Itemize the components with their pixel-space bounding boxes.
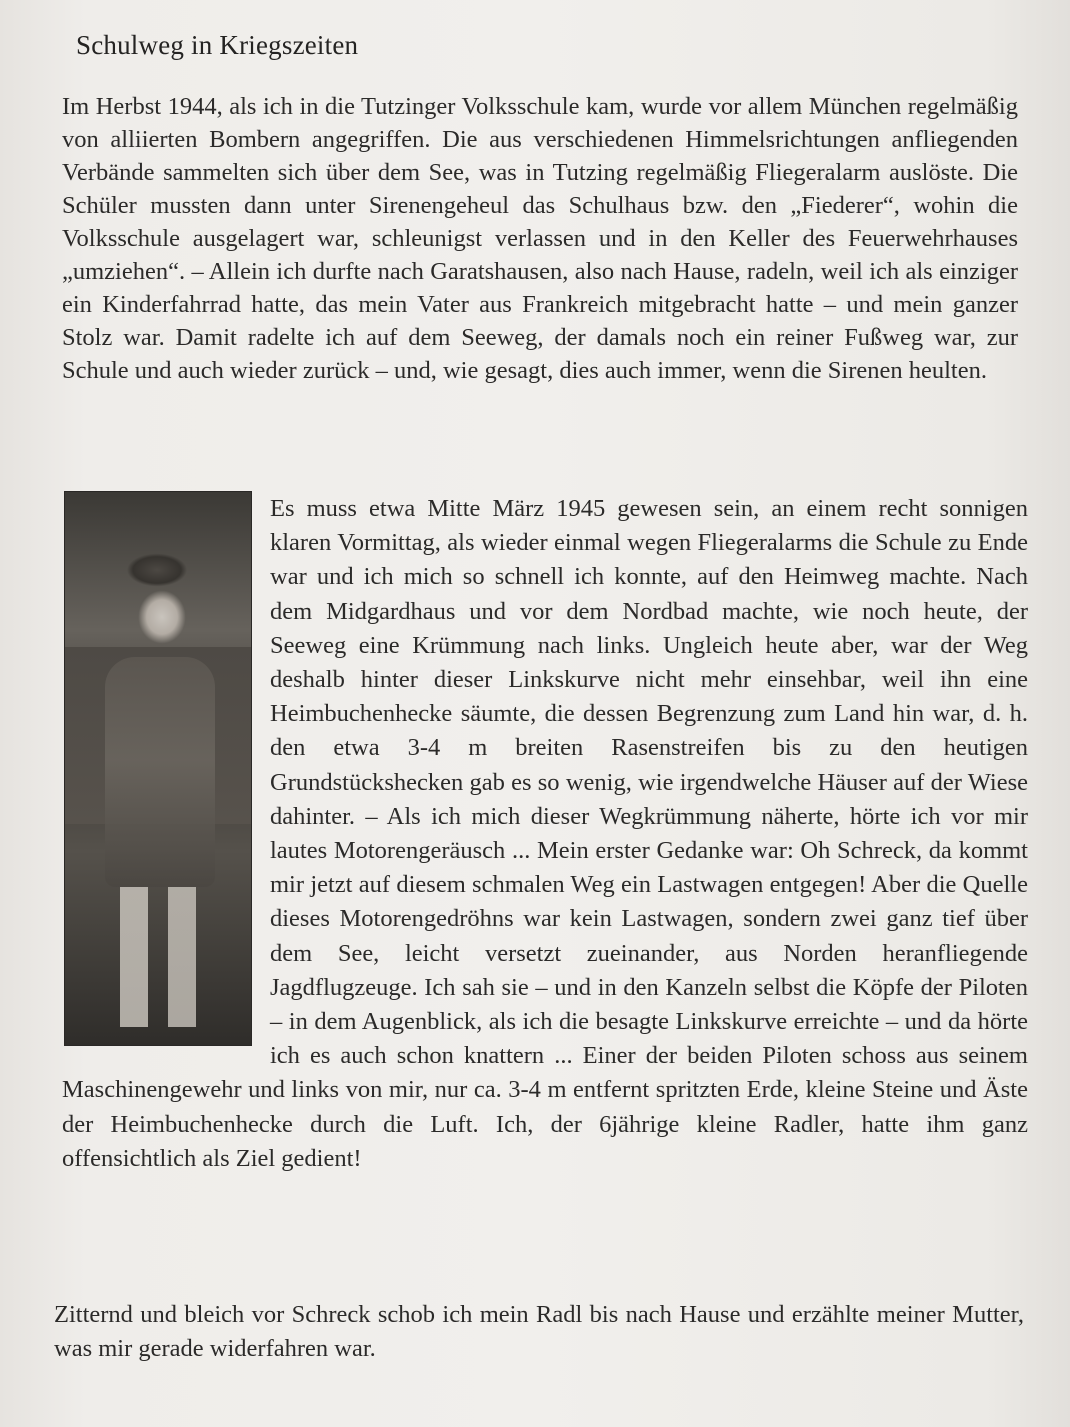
paragraph-ending: Zitternd und bleich vor Schreck schob ich mein Radl bis nach Hause und erzählte meiner Mutter, was mir gerade widerfahren war. xyxy=(54,1301,1024,1362)
paragraph-intro: Im Herbst 1944, als ich in die Tutzinger Volksschule kam, wurde vor allem München regelmäßig von alliierten Bombern angegriffen. Die aus verschiedenen Himmelsrichtungen anfliegenden Verbände sammelten sich über dem See, was in Tutzing regelmäßig Fliegeralarm auslöste. Die Schüler mussten dann unter Sirenengeheul das Schulhaus bzw. den „Fiederer“, wohin die Volksschule ausgelagert war, schleunigst verlassen und in den Keller des Feuerwehrhauses „umziehen“. – Allein ich durfte nach Garatshausen, also nach Hause, radeln, weil ich als einziger ein Kinderfahrrad hatte, das mein Vater aus Frankreich mitgebracht hatte – und mein ganzer Stolz war. Damit radelte ich auf dem Seeweg, der damals noch ein reiner Fußweg war, zur Schule und auch wieder zurück – und, wie gesagt, dies auch immer, wenn die Sirenen heulten. xyxy=(62,93,1018,384)
photo-float-spacer xyxy=(62,492,270,1040)
paragraph-story: Es muss etwa Mitte März 1945 gewesen sein, an einem recht sonnigen klaren Vormittag, als wieder einmal wegen Fliegeralarms die Schule zu Ende war und ich mich so schnell ich konnte, auf den Heimweg machte. Nach dem Midgardhaus und vor dem Nordbad machte, wie noch heute, der Seeweg eine Krümmung nach links. Ungleich heute aber, war der Weg deshalb hinter dieser Linkskurve nicht mehr einsehbar, weil ihn eine Heimbuchenhecke säumte, die dessen Begrenzung zum Land hin war, d. h. den etwa 3-4 m breiten Rasenstreifen bis zu den heutigen Grundstückshecken gab es so wenig, wie irgendwelche Häuser auf der Wiese dahinter. – Als ich mich dieser Wegkrümmung näherte, hörte ich vor mir lautes Motorengeräusch ... Mein erster Gedanke war: Oh Schreck, da kommt mir jetzt auf diesem schmalen Weg ein Lastwagen entgegen! Aber die Quelle dieses Motorengedröhns war kein Lastwagen, sondern zwei ganz tief über dem See, leicht versetzt zueinander, aus Norden heranfliegende Jagdflugzeuge. Ich sah sie – und in den Kanzeln selbst die Köpfe der Piloten – in dem Augenblick, als ich die besagte Linkskurve erreichte – und da hörte ich es auch schon knattern ... Einer der beiden Piloten schoss aus seinem Maschinengewehr und links von mir, nur ca. 3-4 m entfernt spritzten Erde, kleine Steine und Äste der Heimbuchenhecke durch die Luft. Ich, der 6jährige kleine Radler, hatte ihm ganz offensichtlich als Ziel gedient! xyxy=(62,495,1028,1172)
paragraph-story-container xyxy=(62,492,1028,1176)
page-title: Schulweg in Kriegszeiten xyxy=(76,30,359,60)
